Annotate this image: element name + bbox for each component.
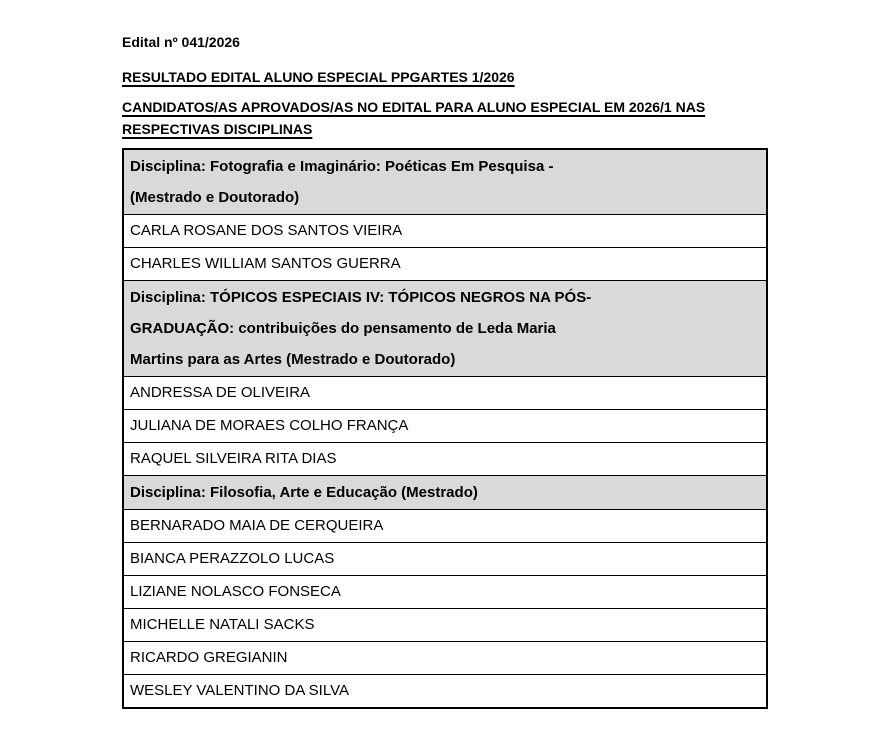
discipline-header-row xyxy=(123,149,767,215)
candidate-name: LIZIANE NOLASCO FONSECA xyxy=(123,576,767,609)
candidate-name: ANDRESSA DE OLIVEIRA xyxy=(123,377,767,410)
candidate-name: RAQUEL SILVEIRA RITA DIAS xyxy=(123,443,767,476)
candidate-row xyxy=(123,248,767,281)
discipline-header-row xyxy=(123,476,767,510)
candidate-name: WESLEY VALENTINO DA SILVA xyxy=(123,675,767,709)
heading-line-1: CANDIDATOS/AS APROVADOS/AS NO EDITAL PARA ALUNO ESPECIAL EM 2026/1 NAS xyxy=(122,99,706,115)
candidate-name: CARLA ROSANE DOS SANTOS VIEIRA xyxy=(123,215,767,248)
candidate-name: BERNARADO MAIA DE CERQUEIRA xyxy=(123,510,767,543)
results-table-body xyxy=(123,149,767,708)
candidate-name: BIANCA PERAZZOLO LUCAS xyxy=(123,543,767,576)
candidate-name: MICHELLE NATALI SACKS xyxy=(123,609,767,642)
discipline-header-cell xyxy=(123,476,767,510)
candidate-row xyxy=(123,576,767,609)
discipline-line: Disciplina: Filosofia, Arte e Educação (Mestrado) xyxy=(130,484,478,501)
results-table xyxy=(122,148,768,709)
candidate-name: RICARDO GREGIANIN xyxy=(123,642,767,675)
candidate-row xyxy=(123,215,767,248)
candidate-row xyxy=(123,543,767,576)
result-title: RESULTADO EDITAL ALUNO ESPECIAL PPGARTES 1/2026 xyxy=(122,69,515,85)
candidate-row xyxy=(123,642,767,675)
discipline-line: Disciplina: TÓPICOS ESPECIAIS IV: TÓPICOS NEGROS NA PÓS- xyxy=(130,289,592,306)
candidate-name: CHARLES WILLIAM SANTOS GUERRA xyxy=(123,248,767,281)
candidate-row xyxy=(123,510,767,543)
discipline-line: (Mestrado e Doutorado) xyxy=(130,189,300,206)
discipline-line: GRADUAÇÃO: contribuições do pensamento de Leda Maria xyxy=(130,320,556,337)
candidate-row xyxy=(123,410,767,443)
candidate-row xyxy=(123,609,767,642)
approved-candidates-heading xyxy=(122,96,872,140)
discipline-header-cell xyxy=(123,281,767,377)
edital-number: Edital nº 041/2026 xyxy=(122,34,240,50)
candidate-row xyxy=(123,377,767,410)
heading-line-2: RESPECTIVAS DISCIPLINAS xyxy=(122,121,313,137)
candidate-row xyxy=(123,443,767,476)
discipline-line: Disciplina: Fotografia e Imaginário: Poéticas Em Pesquisa - xyxy=(130,158,554,175)
discipline-header-row xyxy=(123,281,767,377)
discipline-header-cell xyxy=(123,149,767,215)
discipline-line: Martins para as Artes (Mestrado e Doutorado) xyxy=(130,351,456,368)
candidate-row xyxy=(123,675,767,709)
candidate-name: JULIANA DE MORAES COLHO FRANÇA xyxy=(123,410,767,443)
